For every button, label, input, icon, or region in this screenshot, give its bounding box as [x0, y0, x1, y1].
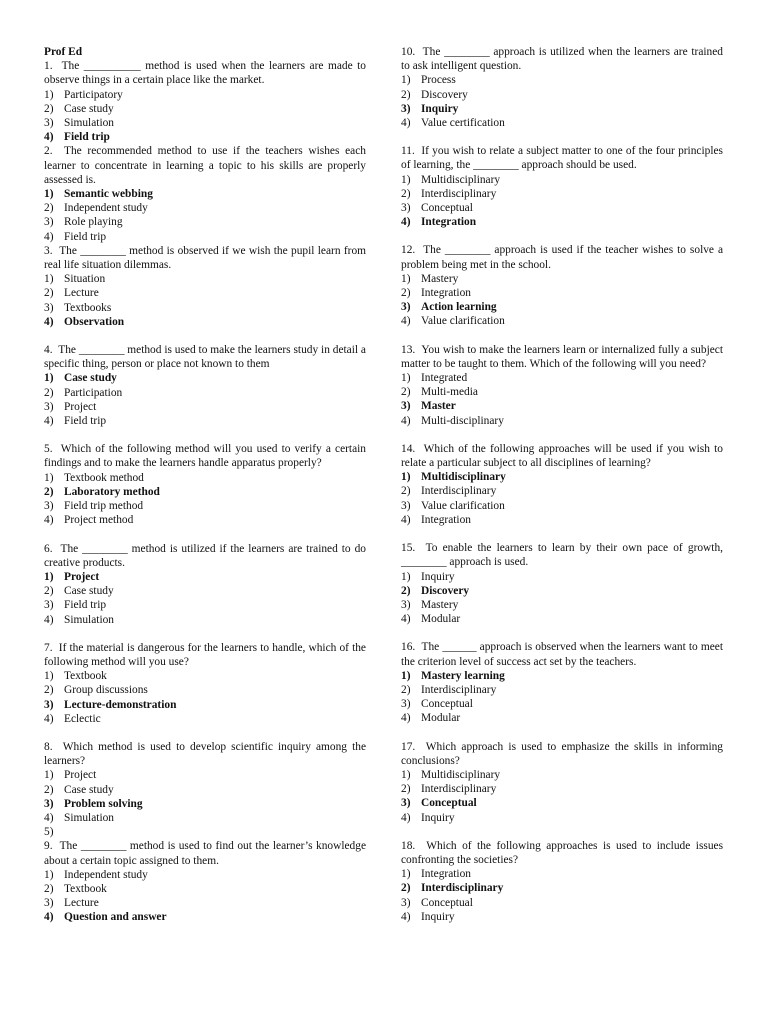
question-stem [401, 740, 723, 768]
right-question-list [401, 45, 723, 924]
question-stem [44, 442, 366, 470]
option-text: Modular [421, 712, 461, 725]
question-number: 4. [44, 344, 53, 357]
option-number: 2) [44, 102, 54, 115]
question-10 [401, 45, 723, 130]
option-text: Situation [64, 273, 106, 286]
question-text: Which of the following method will you used to verify a certain findings and to make the learners handle apparatus properly? [44, 443, 366, 470]
answer-option [44, 301, 366, 315]
option-number: 2) [44, 585, 54, 598]
option-number: 4) [44, 911, 54, 924]
question-text: The ________ method is used to find out the learner’s knowledge about a certain topic assigned to them. [44, 840, 366, 867]
option-number: 2) [401, 287, 411, 300]
answer-option [44, 896, 366, 910]
option-number: 2) [44, 202, 54, 215]
option-text: Multi-media [421, 386, 478, 399]
option-text: Multi-disciplinary [421, 414, 504, 427]
question-stem [44, 839, 366, 867]
answer-option [44, 201, 366, 215]
question-text: The ________ approach is used if the teacher wishes to solve a problem being met in the school. [401, 244, 724, 271]
question-number: 7. [44, 641, 53, 654]
question-8 [44, 740, 366, 839]
option-number: 4) [44, 230, 54, 243]
option-number: 4) [401, 414, 411, 427]
option-number: 4) [401, 613, 411, 626]
answer-option-correct [401, 881, 723, 895]
question-text: The ________ approach is utilized when the learners are trained to ask intelligent question. [401, 46, 723, 73]
option-number: 3) [401, 896, 411, 909]
option-number: 4) [401, 216, 411, 229]
answer-option [401, 187, 723, 201]
option-number: 4) [44, 514, 54, 527]
option-number: 1) [44, 769, 54, 782]
option-number: 1) [401, 768, 411, 781]
question-12 [401, 243, 723, 328]
question-number: 5. [44, 443, 53, 456]
answer-option-correct [44, 910, 366, 924]
question-text: Which method is used to develop scientific inquiry among the learners? [44, 740, 367, 768]
option-text: Multidisciplinary [421, 768, 501, 781]
option-text: Semantic webbing [64, 188, 153, 201]
option-text: Multidisciplinary [421, 471, 506, 484]
answer-option-correct [401, 300, 723, 314]
option-text: Conceptual [421, 202, 473, 215]
option-number: 3) [44, 400, 54, 413]
answer-option-correct [401, 215, 723, 229]
question-4 [44, 343, 366, 428]
option-text: Project [64, 400, 97, 413]
option-number: 5) [44, 826, 54, 839]
option-number: 3) [44, 797, 54, 810]
question-text: The ________ method is utilized if the learners are trained to do creative products. [44, 542, 366, 569]
left-question-list [44, 59, 366, 924]
answer-option [401, 867, 723, 881]
answer-option [401, 513, 723, 527]
option-text: Case study [64, 783, 114, 796]
answer-option [44, 882, 366, 896]
option-text: Value clarification [421, 315, 505, 328]
answer-option [44, 683, 366, 697]
option-number: 4) [401, 117, 411, 130]
option-number: 4) [401, 811, 411, 824]
question-stem [401, 541, 723, 569]
question-stem [401, 144, 723, 172]
question-stem [44, 59, 366, 87]
answer-option-correct [401, 470, 723, 484]
answer-option [401, 73, 723, 87]
option-number: 3) [401, 499, 411, 512]
answer-option-correct [401, 669, 723, 683]
option-text: Discovery [421, 584, 470, 597]
option-number: 1) [401, 868, 411, 881]
option-text: Lecture [64, 287, 99, 300]
question-text: The __________ method is used when the learners are made to observe things in a certain place like the market. [44, 60, 366, 87]
option-number: 4) [401, 513, 411, 526]
option-number: 2) [401, 88, 411, 101]
option-number: 3) [401, 598, 411, 611]
option-number: 3) [44, 301, 54, 314]
option-text: Lecture-demonstration [64, 698, 177, 711]
option-text: Independent study [64, 868, 148, 881]
answer-option [401, 314, 723, 328]
option-number: 1) [44, 372, 54, 385]
option-text: Participation [64, 386, 123, 399]
answer-option [401, 570, 723, 584]
question-6 [44, 542, 366, 627]
question-13 [401, 343, 723, 428]
question-18 [401, 839, 723, 924]
answer-option [401, 598, 723, 612]
question-9 [44, 839, 366, 924]
question-text: If you wish to relate a subject matter to one of the four principles of learning, the ________ approach should be used. [401, 145, 723, 172]
option-text: Mastery learning [421, 669, 505, 682]
answer-option [401, 385, 723, 399]
question-number: 9. [44, 840, 53, 853]
answer-option [44, 783, 366, 797]
option-text: Question and answer [64, 911, 167, 924]
question-7 [44, 641, 366, 726]
option-number: 1) [44, 188, 54, 201]
option-number: 2) [401, 882, 411, 895]
answer-option [44, 471, 366, 485]
answer-option [401, 910, 723, 924]
option-text: Master [421, 400, 456, 413]
answer-option [401, 371, 723, 385]
option-text: Integration [421, 216, 477, 229]
option-number: 4) [44, 811, 54, 824]
option-text: Conceptual [421, 896, 473, 909]
answer-option [401, 272, 723, 286]
option-text: Value certification [421, 117, 505, 130]
option-number: 3) [401, 202, 411, 215]
answer-option-correct [44, 570, 366, 584]
answer-option [44, 414, 366, 428]
option-text: Case study [64, 372, 117, 385]
question-3 [44, 244, 366, 329]
answer-option [44, 499, 366, 513]
option-number: 4) [44, 613, 54, 626]
right-column [401, 45, 723, 938]
question-1 [44, 59, 366, 144]
answer-option-correct [44, 187, 366, 201]
question-number: 16. [401, 641, 416, 654]
question-stem [401, 839, 723, 867]
question-stem [44, 641, 366, 669]
answer-option-correct [401, 399, 723, 413]
answer-option [401, 116, 723, 130]
option-text: Participatory [64, 88, 123, 101]
option-number: 2) [44, 386, 54, 399]
question-number: 8. [44, 740, 53, 753]
question-text: If the material is dangerous for the learners to handle, which of the following method will you use? [44, 641, 366, 668]
answer-option [44, 669, 366, 683]
question-number: 10. [401, 46, 416, 58]
option-text: Integration [421, 513, 471, 526]
option-number: 3) [44, 698, 54, 711]
question-stem [401, 343, 723, 371]
option-text: Modular [421, 613, 461, 626]
question-number: 11. [401, 145, 415, 158]
question-stem [44, 542, 366, 570]
answer-option [401, 201, 723, 215]
document-title: Prof Ed [44, 46, 83, 58]
option-text: Integrated [421, 372, 468, 385]
question-text: The ______ approach is observed when the learners want to meet the criterion level of success act set by the teachers. [401, 641, 723, 668]
option-number: 1) [44, 570, 54, 583]
option-number: 2) [401, 683, 411, 696]
option-number: 4) [44, 415, 54, 428]
option-number: 2) [44, 485, 54, 498]
question-stem [401, 640, 723, 668]
option-number: 4) [401, 315, 411, 328]
answer-option [44, 584, 366, 598]
option-number: 4) [401, 910, 411, 923]
question-15 [401, 541, 723, 626]
option-number: 3) [44, 599, 54, 612]
answer-option [44, 102, 366, 116]
option-text: Mastery [421, 598, 459, 611]
question-17 [401, 740, 723, 825]
option-text: Integration [421, 868, 471, 881]
option-number: 4) [401, 712, 411, 725]
option-number: 2) [401, 485, 411, 498]
answer-option [401, 697, 723, 711]
option-text: Mastery [421, 272, 459, 285]
option-text: Process [421, 74, 456, 87]
option-text: Field trip method [64, 500, 144, 513]
option-number: 3) [44, 117, 54, 130]
option-text: Textbook [64, 882, 107, 895]
option-number: 2) [401, 783, 411, 796]
question-number: 14. [401, 442, 416, 455]
option-text: Inquiry [421, 102, 459, 115]
question-number: 17. [401, 740, 416, 753]
answer-option [401, 711, 723, 725]
option-text: Field trip [64, 230, 107, 243]
option-text: Interdisciplinary [421, 187, 497, 200]
answer-option [401, 811, 723, 825]
answer-option [44, 88, 366, 102]
option-number: 1) [44, 868, 54, 881]
option-number: 3) [401, 797, 411, 810]
option-text: Group discussions [64, 684, 148, 697]
answer-option [44, 272, 366, 286]
answer-option [44, 400, 366, 414]
option-text: Inquiry [421, 570, 455, 583]
option-number: 3) [44, 897, 54, 910]
question-number: 18. [401, 839, 416, 852]
option-text: Case study [64, 585, 114, 598]
option-number: 2) [44, 882, 54, 895]
option-text: Interdisciplinary [421, 783, 497, 796]
option-text: Laboratory method [64, 485, 160, 498]
answer-option [44, 825, 366, 839]
question-number: 3. [44, 244, 53, 257]
option-number: 2) [44, 783, 54, 796]
question-stem [401, 442, 723, 470]
question-number: 1. [44, 60, 53, 73]
option-text: Action learning [421, 301, 497, 314]
option-text: Case study [64, 102, 114, 115]
option-text: Conceptual [421, 698, 473, 711]
option-text: Observation [64, 315, 125, 328]
answer-option-correct [44, 698, 366, 712]
answer-option [401, 768, 723, 782]
question-number: 12. [401, 244, 416, 257]
option-text: Eclectic [64, 712, 101, 725]
answer-option [401, 414, 723, 428]
question-text: Which of the following approaches will be used if you wish to relate a particular subject to all disciplines of learning? [401, 442, 723, 470]
answer-option [44, 811, 366, 825]
option-text: Conceptual [421, 797, 477, 810]
option-number: 1) [401, 272, 411, 285]
option-text: Inquiry [421, 910, 455, 923]
question-stem [44, 740, 366, 768]
answer-option [44, 116, 366, 130]
option-text: Lecture [64, 897, 99, 910]
answer-option-correct [401, 796, 723, 810]
option-number: 1) [44, 273, 54, 286]
option-text: Simulation [64, 117, 114, 130]
option-number: 2) [44, 287, 54, 300]
option-text: Textbook [64, 670, 107, 683]
answer-option [401, 88, 723, 102]
answer-option-correct [44, 797, 366, 811]
option-text: Project [64, 769, 97, 782]
answer-option [44, 230, 366, 244]
question-number: 2. [44, 145, 53, 158]
question-text: The ________ method is used to make the learners study in detail a specific thing, person or place not known to them [44, 344, 366, 371]
answer-option [401, 499, 723, 513]
question-16 [401, 640, 723, 725]
option-text: Inquiry [421, 811, 455, 824]
answer-option [401, 484, 723, 498]
option-number: 1) [401, 74, 411, 87]
question-stem [401, 243, 723, 271]
option-text: Interdisciplinary [421, 683, 497, 696]
option-number: 1) [401, 669, 411, 682]
option-number: 1) [401, 570, 411, 583]
option-text: Field trip [64, 599, 107, 612]
option-number: 1) [44, 88, 54, 101]
question-text: You wish to make the learners learn or internalized fully a subject matter to be taught to them. Which of the following will you need? [401, 343, 724, 370]
option-number: 4) [44, 712, 54, 725]
answer-option [44, 215, 366, 229]
option-number: 2) [401, 187, 411, 200]
option-number: 3) [401, 301, 411, 314]
option-number: 2) [401, 386, 411, 399]
option-number: 3) [401, 698, 411, 711]
answer-option-correct [44, 130, 366, 144]
option-number: 1) [44, 471, 54, 484]
answer-option [44, 286, 366, 300]
question-11 [401, 144, 723, 229]
question-number: 15. [401, 542, 416, 555]
option-number: 1) [44, 670, 54, 683]
answer-option-correct [44, 485, 366, 499]
question-stem [44, 343, 366, 371]
option-number: 2) [401, 584, 411, 597]
option-text: Problem solving [64, 797, 143, 810]
option-text: Field trip [64, 415, 107, 428]
question-stem [44, 144, 366, 187]
left-column [44, 45, 366, 939]
question-text: To enable the learners to learn by their own pace of growth, ________ approach is used. [401, 542, 723, 569]
question-14 [401, 442, 723, 527]
answer-option-correct [44, 371, 366, 385]
option-text: Role playing [64, 216, 123, 229]
answer-option [44, 613, 366, 627]
answer-option-correct [401, 102, 723, 116]
option-text: Independent study [64, 202, 148, 215]
option-number: 4) [44, 315, 54, 328]
answer-option [44, 386, 366, 400]
option-number: 1) [401, 372, 411, 385]
question-text: Which approach is used to emphasize the skills in informing conclusions? [401, 740, 724, 767]
option-number: 1) [401, 471, 411, 484]
option-number: 3) [401, 400, 411, 413]
option-text: Simulation [64, 613, 114, 626]
option-text: Project method [64, 514, 134, 527]
option-text: Simulation [64, 811, 114, 824]
question-text: The ________ method is observed if we wish the pupil learn from real life situation dilemmas. [44, 244, 366, 272]
answer-option [401, 173, 723, 187]
question-number: 13. [401, 343, 416, 356]
option-number: 3) [44, 500, 54, 513]
option-number: 4) [44, 131, 54, 144]
question-number: 6. [44, 542, 53, 555]
option-number: 1) [401, 173, 411, 186]
option-text: Value clarification [421, 499, 505, 512]
question-text: Which of the following approaches is used to include issues confronting the societies? [401, 839, 723, 866]
question-stem [401, 45, 723, 73]
option-text: Field trip [64, 131, 110, 144]
answer-option [44, 513, 366, 527]
option-text: Interdisciplinary [421, 882, 504, 895]
option-text: Textbook method [64, 471, 144, 484]
question-5 [44, 442, 366, 527]
option-number: 3) [44, 216, 54, 229]
question-text: The recommended method to use if the teachers wishes each learner to concentrate in learning a topic to his skills are properly assessed is. [44, 145, 366, 186]
answer-option [401, 612, 723, 626]
option-text: Textbooks [64, 301, 112, 314]
answer-option [401, 782, 723, 796]
answer-option [401, 896, 723, 910]
option-number: 3) [401, 102, 411, 115]
answer-option-correct [401, 584, 723, 598]
question-stem [44, 244, 366, 272]
option-number: 2) [44, 684, 54, 697]
option-text: Project [64, 570, 100, 583]
option-text: Multidisciplinary [421, 173, 501, 186]
answer-option-correct [44, 315, 366, 329]
question-2 [44, 144, 366, 243]
answer-option [401, 286, 723, 300]
option-text: Discovery [421, 88, 468, 101]
answer-option [44, 868, 366, 882]
answer-option [44, 712, 366, 726]
option-text: Integration [421, 287, 471, 300]
option-text: Interdisciplinary [421, 485, 497, 498]
answer-option [44, 598, 366, 612]
answer-option [44, 768, 366, 782]
answer-option [401, 683, 723, 697]
